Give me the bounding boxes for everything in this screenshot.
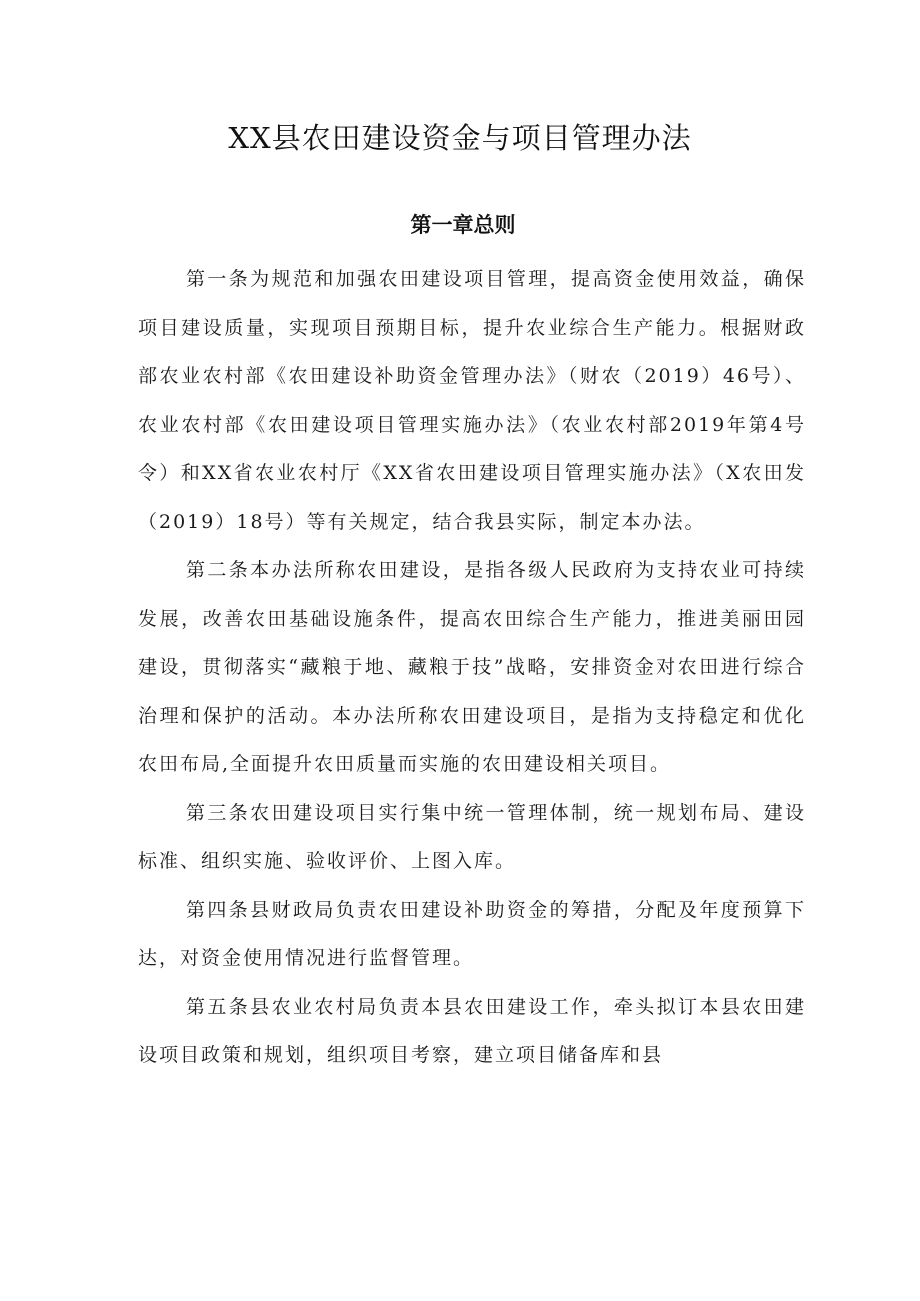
article-5-paragraph: 第五条县农业农村局负责本县农田建设工作，牵头拟订本县农田建设项目政策和规划，组织项目考察，建立项目储备库和县 [138,995,806,1066]
chapter-heading: 第一章总则 [410,213,516,237]
article-2-paragraph: 第二条本办法所称农田建设，是指各级人民政府为支持农业可持续发展，改善农田基础设施条件，提高农田综合生产能力，推进美丽田园建设，贯彻落实“藏粮于地、藏粮于技”战略，安排资金对农田进行综合治理和保护的活动。本办法所称农田建设项目，是指为支持稳定和优化农田布局,全面提升农田质量而实施的农田建设相关项目。 [138,559,806,775]
article-4-paragraph: 第四条县财政局负责农田建设补助资金的筹措，分配及年度预算下达，对资金使用情况进行监督管理。 [138,898,806,969]
document-body [138,255,806,1080]
article-3-paragraph: 第三条农田建设项目实行集中统一管理体制，统一规划布局、建设标准、组织实施、验收评价、上图入库。 [138,801,806,872]
article-1-paragraph: 第一条为规范和加强农田建设项目管理，提高资金使用效益，确保项目建设质量，实现项目预期目标，提升农业综合生产能力。根据财政部农业农村部《农田建设补助资金管理办法》（财农（2019）46号）、农业农村部《农田建设项目管理实施办法》（农业农村部2019年第4号令）和XX省农业农村厅《XX省农田建设项目管理实施办法》（X农田发（2019）18号）等有关规定，结合我县实际，制定本办法。 [138,268,806,533]
document-title: XX县农田建设资金与项目管理办法 [228,121,692,155]
